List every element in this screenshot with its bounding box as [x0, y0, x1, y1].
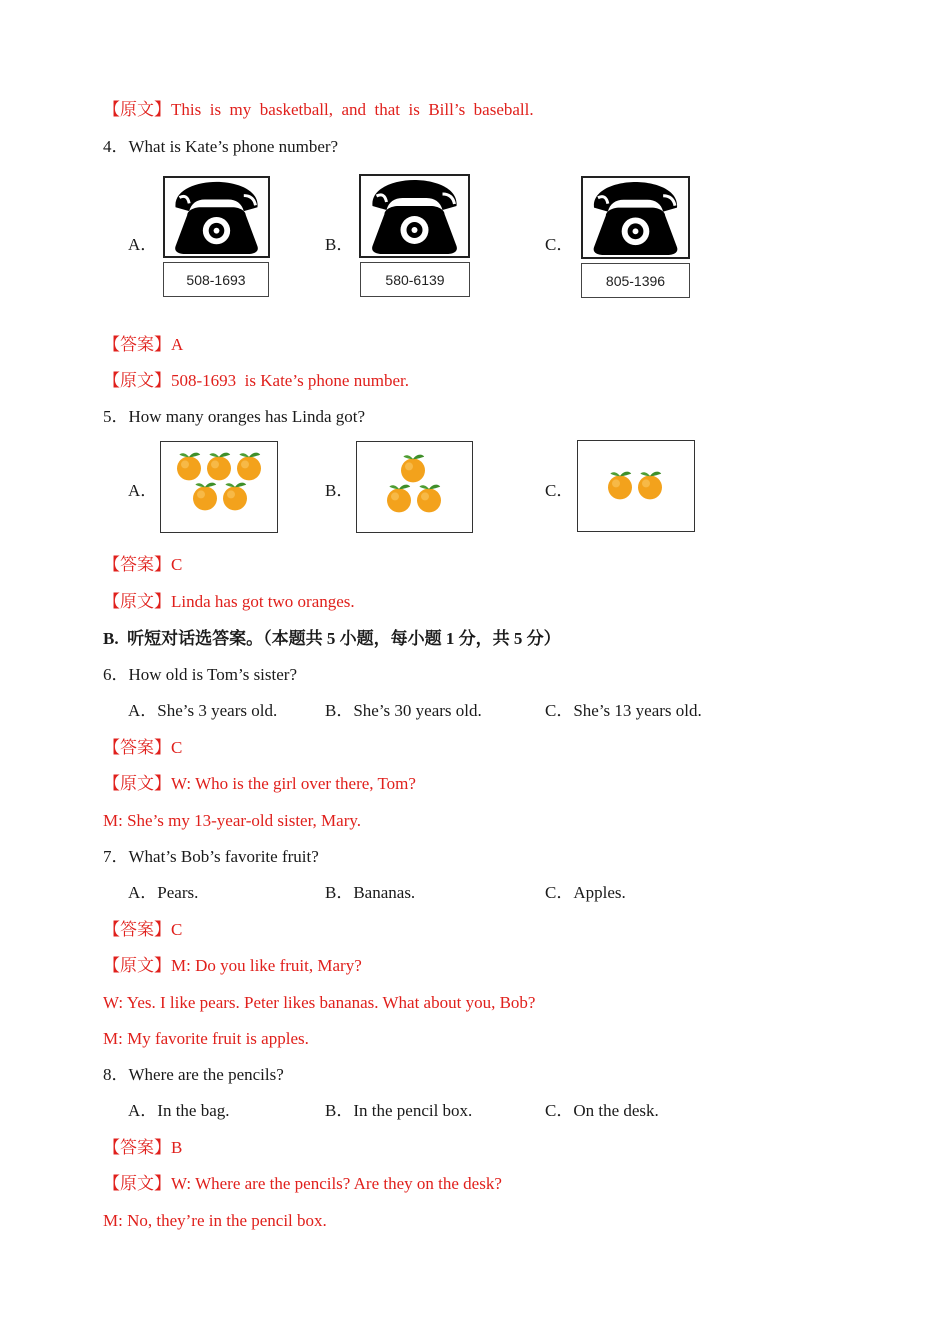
q4-option-c-label: C． [545, 235, 574, 254]
q4-option-a-number: 508-1693 [163, 262, 269, 297]
answer-q8: 【答案】B [103, 1138, 183, 1157]
q4-option-b-number: 580-6139 [360, 262, 470, 297]
question-8: 8．Where are the pencils? [103, 1065, 284, 1084]
transcript-q5: 【原文】Linda has got two oranges. [103, 592, 355, 611]
q5-option-a-image [160, 441, 278, 533]
transcript-q7-m1: 【原文】M: Do you like fruit, Mary? [103, 956, 362, 975]
orange-icon [177, 453, 201, 481]
question-4: 4．What is Kate’s phone number? [103, 137, 339, 156]
q4-option-c-number: 805-1396 [581, 263, 690, 298]
q8-option-a: A．In the bag. [128, 1101, 230, 1120]
transcript-q7-w: W: Yes. I like pears. Peter likes bananas. What about you, Bob? [103, 993, 536, 1012]
orange-icon [608, 472, 632, 500]
orange-icon [193, 483, 217, 511]
q7-option-a: A．Pears. [128, 883, 199, 902]
q5-option-b-label: B． [325, 481, 354, 500]
transcript-q8-w: 【原文】W: Where are the pencils? Are they on the desk? [103, 1174, 502, 1193]
orange-icon [237, 453, 261, 481]
orange-icon [417, 485, 441, 513]
transcript-q8-m: M: No, they’re in the pencil box. [103, 1211, 327, 1230]
section-b-heading: B. 听短对话选答案。（本题共 5 小题，每小题 1 分，共 5 分） [103, 629, 561, 648]
telephone-icon [359, 174, 470, 258]
orange-icon [638, 472, 662, 500]
q5-option-c-label: C． [545, 481, 574, 500]
orange-icon [387, 485, 411, 513]
orange-icon [207, 453, 231, 481]
question-7: 7．What’s Bob’s favorite fruit? [103, 847, 319, 866]
transcript-q6-m: M: She’s my 13-year-old sister, Mary. [103, 811, 362, 830]
transcript-q6-w: 【原文】W: Who is the girl over there, Tom? [103, 774, 416, 793]
answer-q7: 【答案】C [103, 920, 183, 939]
q6-option-a: A．She’s 3 years old. [128, 701, 278, 720]
orange-icon [401, 455, 425, 483]
q8-option-b: B．In the pencil box. [325, 1101, 473, 1120]
q5-option-a-label: A． [128, 481, 158, 500]
answer-q4: 【答案】A [103, 335, 184, 354]
q5-option-c-image [577, 440, 695, 532]
q4-option-a-label: A． [128, 235, 158, 254]
q7-option-c: C．Apples. [545, 883, 626, 902]
transcript-q4: 【原文】508-1693 is Kate’s phone number. [103, 371, 409, 390]
telephone-icon [163, 176, 270, 258]
transcript-q3: 【原文】This is my basketball, and that is Bill’s baseball. [103, 100, 534, 119]
telephone-icon [581, 176, 690, 259]
q6-option-c: C．She’s 13 years old. [545, 701, 702, 720]
q5-option-b-image [356, 441, 473, 533]
question-6: 6．How old is Tom’s sister? [103, 665, 297, 684]
q7-option-b: B．Bananas. [325, 883, 416, 902]
q8-option-c: C．On the desk. [545, 1101, 659, 1120]
question-5: 5．How many oranges has Linda got? [103, 407, 366, 426]
answer-q5: 【答案】C [103, 555, 183, 574]
q6-option-b: B．She’s 30 years old. [325, 701, 482, 720]
transcript-q7-m2: M: My favorite fruit is apples. [103, 1029, 309, 1048]
orange-icon [223, 483, 247, 511]
answer-q6: 【答案】C [103, 738, 183, 757]
q4-option-b-label: B． [325, 235, 354, 254]
